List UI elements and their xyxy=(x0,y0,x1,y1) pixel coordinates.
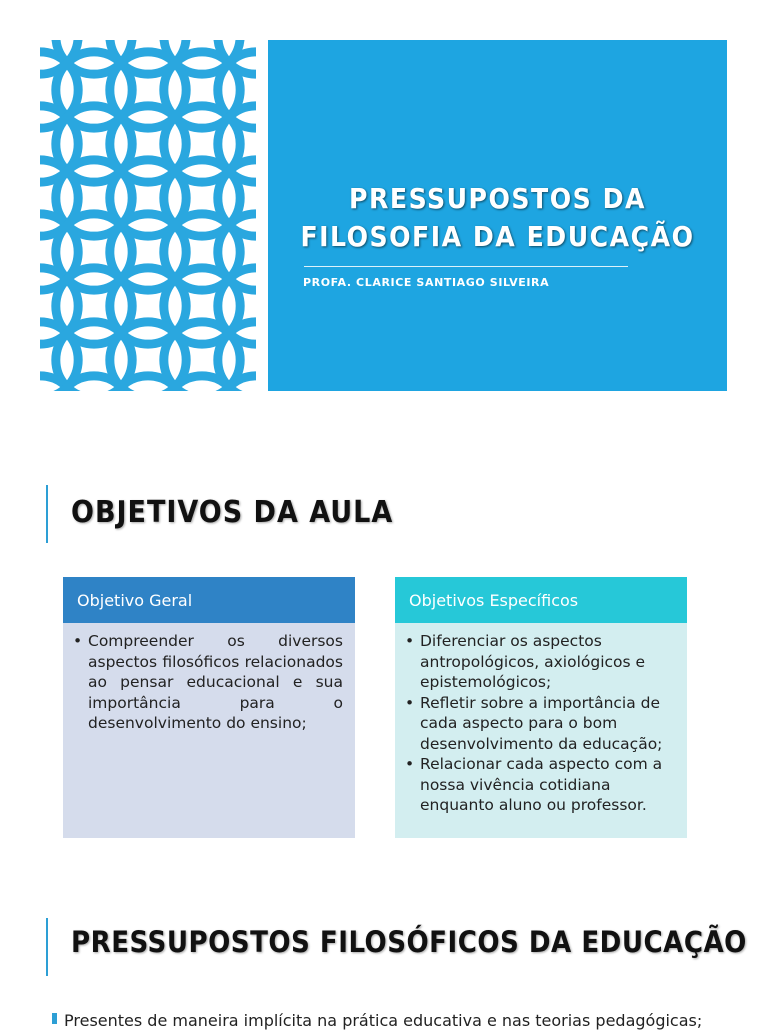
list-item: • Relacionar cada aspecto com a nossa vivência cotidiana enquanto aluno ou professor. xyxy=(405,754,675,816)
presentation-title xyxy=(268,180,727,256)
specific-objectives-card xyxy=(395,577,687,838)
list-item: • Refletir sobre a importância de cada aspecto para o bom desenvolvimento da educação; xyxy=(405,693,675,755)
card-header: Objetivo Geral xyxy=(63,577,355,623)
general-objective-card xyxy=(63,577,355,838)
objectives-heading: OBJETIVOS DA AULA xyxy=(71,495,394,530)
card-body xyxy=(395,623,687,838)
bullet-marker xyxy=(52,1013,57,1024)
objective-list xyxy=(73,631,343,734)
card-body xyxy=(63,623,355,838)
list-item: • Diferenciar os aspectos antropológicos, axiológicos e epistemológicos; xyxy=(405,631,675,693)
objective-list xyxy=(405,631,675,816)
card-header: Objetivos Específicos xyxy=(395,577,687,623)
title-line-2: FILOSOFIA DA EDUCAÇÃO xyxy=(300,220,695,253)
title-panel xyxy=(268,40,727,391)
list-item: • Compreender os diversos aspectos filosóficos relacionados ao pensar educacional e sua importância para o desenvolvimento do ensino; xyxy=(73,631,343,734)
title-divider xyxy=(304,266,628,267)
presuppositions-heading: PRESSUPOSTOS FILOSÓFICOS DA EDUCAÇÃO xyxy=(71,925,747,959)
bullet-text: Presentes de maneira implícita na prática educativa e nas teorias pedagógicas; xyxy=(64,1011,703,1030)
section-accent-bar xyxy=(46,485,48,543)
section-accent-bar xyxy=(46,918,48,976)
decorative-pattern xyxy=(40,40,256,391)
interlocking-circles-pattern xyxy=(40,40,256,391)
author-name: PROFA. CLARICE SANTIAGO SILVEIRA xyxy=(303,276,550,289)
title-line-1: PRESSUPOSTOS DA xyxy=(349,182,646,215)
